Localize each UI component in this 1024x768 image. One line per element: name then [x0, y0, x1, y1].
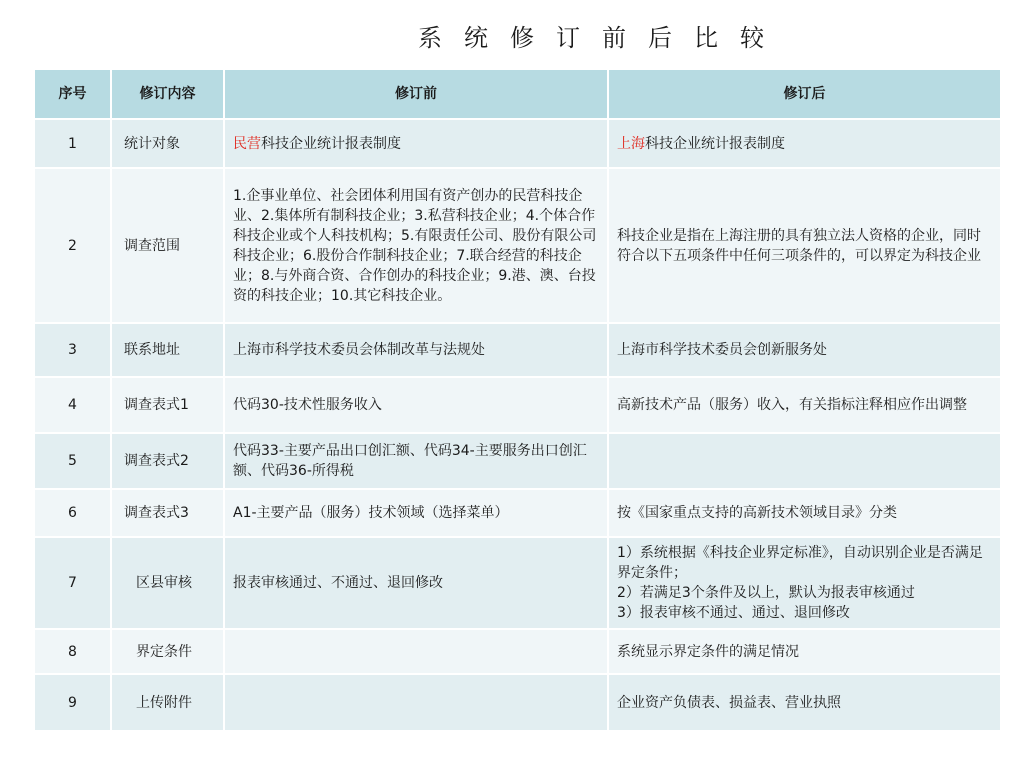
row-after: 系统显示界定条件的满足情况 — [608, 629, 1001, 674]
row-before: A1-主要产品（服务）技术领域（选择菜单） — [224, 489, 608, 537]
highlight-text: 上海 — [617, 135, 645, 152]
row-item: 调查表式3 — [111, 489, 224, 537]
row-after: 科技企业是指在上海注册的具有独立法人资格的企业，同时符合以下五项条件中任何三项条件的，可以界定为科技企业 — [608, 168, 1001, 323]
row-item: 调查表式2 — [111, 433, 224, 489]
header-num: 序号 — [34, 69, 111, 119]
highlight-text: 民营 — [233, 135, 261, 152]
row-item: 界定条件 — [111, 629, 224, 674]
row-after: 上海市科学技术委员会创新服务处 — [608, 323, 1001, 377]
row-before: 1.企事业单位、社会团体利用国有资产创办的民营科技企业、2.集体所有制科技企业；3.私营科技企业；4.个体合作科技企业或个人科技机构；5.有限责任公司、股份有限公司科技企业；6.股份合作制科技企业；7.联合经营的科技企业；8.与外商合资、合作创办的科技企业；9.港、澳、台投资的科技企业；10.其它科技企业。 — [224, 168, 608, 323]
table-row — [34, 377, 1001, 433]
table-row — [34, 489, 1001, 537]
row-item: 调查范围 — [111, 168, 224, 323]
row-item: 统计对象 — [111, 119, 224, 168]
header-item: 修订内容 — [111, 69, 224, 119]
header-before: 修订前 — [224, 69, 608, 119]
table-row — [34, 629, 1001, 674]
table-row — [34, 323, 1001, 377]
row-item: 联系地址 — [111, 323, 224, 377]
table-row — [34, 168, 1001, 323]
row-before: 上海市科学技术委员会体制改革与法规处 — [224, 323, 608, 377]
row-item: 上传附件 — [111, 674, 224, 731]
row-before: 代码33-主要产品出口创汇额、代码34-主要服务出口创汇额、代码36-所得税 — [224, 433, 608, 489]
page-title: 系统修订前后比较 — [418, 24, 786, 52]
row-after — [608, 537, 1001, 629]
row-num: 9 — [34, 674, 111, 731]
row-num: 5 — [34, 433, 111, 489]
row-num: 7 — [34, 537, 111, 629]
cell-text: 科技企业统计报表制度 — [645, 135, 785, 152]
cell-line: 1）系统根据《科技企业界定标准》，自动识别企业是否满足界定条件； — [617, 545, 983, 581]
row-item: 调查表式1 — [111, 377, 224, 433]
row-before: 报表审核通过、不通过、退回修改 — [224, 537, 608, 629]
cell-line: 2）若满足3个条件及以上，默认为报表审核通过 — [617, 585, 915, 601]
row-num: 4 — [34, 377, 111, 433]
row-before: 代码30-技术性服务收入 — [224, 377, 608, 433]
row-after: 企业资产负债表、损益表、营业执照 — [608, 674, 1001, 731]
row-num: 1 — [34, 119, 111, 168]
table-row — [34, 537, 1001, 629]
row-num: 8 — [34, 629, 111, 674]
comparison-table — [33, 68, 1002, 732]
row-after — [608, 433, 1001, 489]
row-num: 3 — [34, 323, 111, 377]
table-row — [34, 119, 1001, 168]
row-num: 2 — [34, 168, 111, 323]
table-header-row — [34, 69, 1001, 119]
row-item: 区县审核 — [111, 537, 224, 629]
row-num: 6 — [34, 489, 111, 537]
row-after — [608, 119, 1001, 168]
row-before — [224, 629, 608, 674]
row-after: 高新技术产品（服务）收入，有关指标注释相应作出调整 — [608, 377, 1001, 433]
table-row — [34, 674, 1001, 731]
header-after: 修订后 — [608, 69, 1001, 119]
cell-text: 科技企业统计报表制度 — [261, 135, 401, 152]
row-before — [224, 674, 608, 731]
cell-line: 3）报表审核不通过、通过、退回修改 — [617, 605, 850, 621]
row-before — [224, 119, 608, 168]
table-row — [34, 433, 1001, 489]
row-after: 按《国家重点支持的高新技术领域目录》分类 — [608, 489, 1001, 537]
